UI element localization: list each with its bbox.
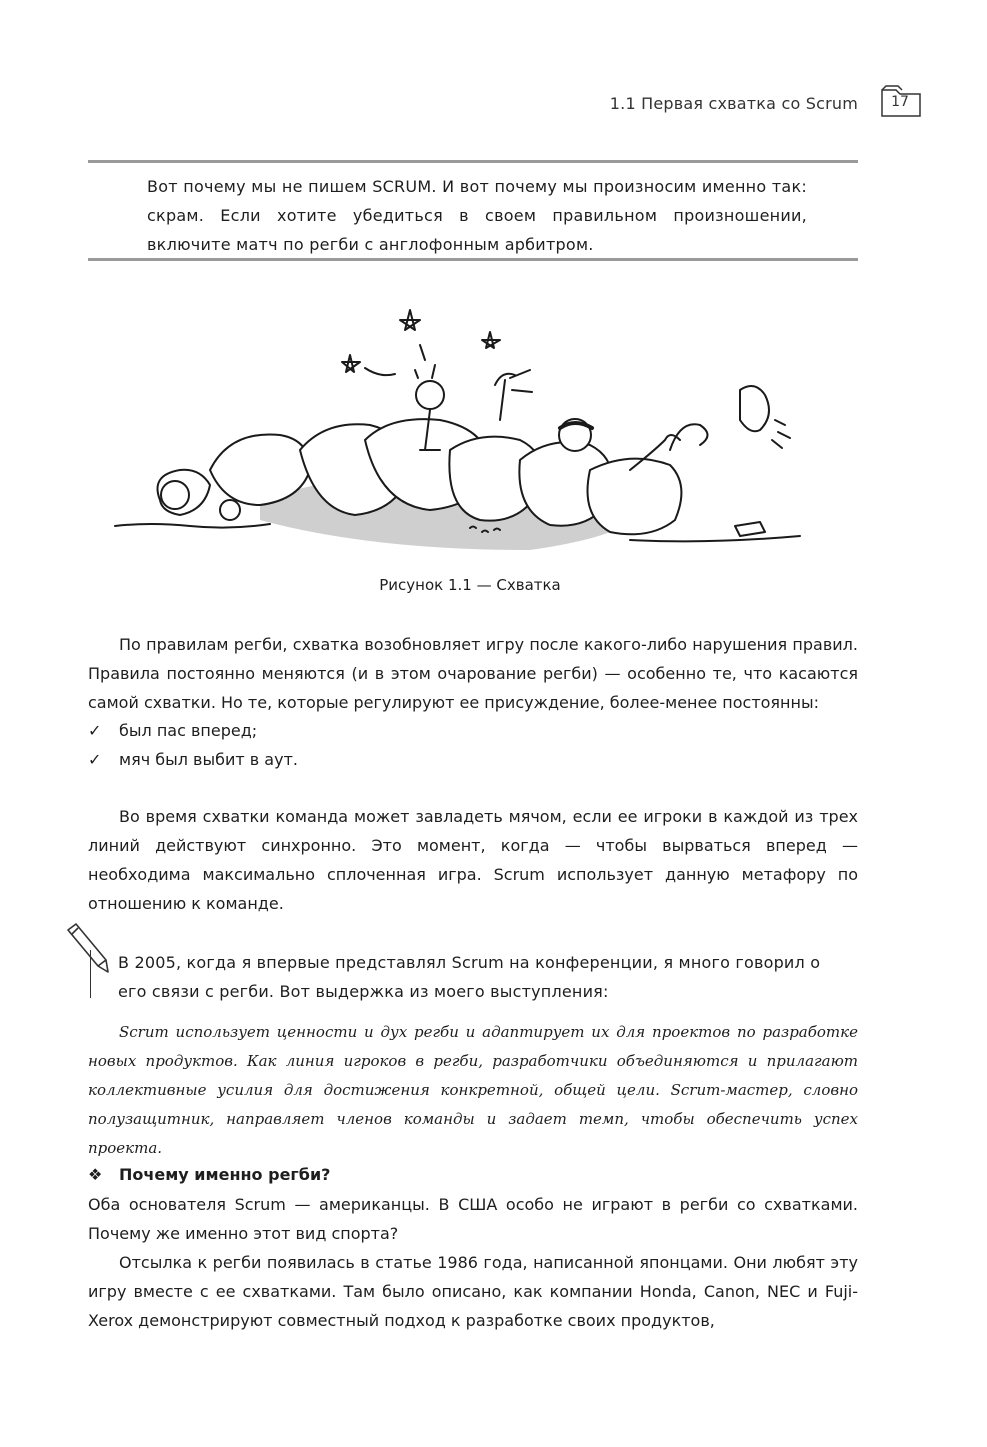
list-item	[88, 716, 257, 745]
quote-excerpt: Scrum использует ценности и дух регби и адаптирует их для проектов по разработке новых продуктов. Как линия игроков в регби, разработчики объединяются и прилагают коллективные усилия для достижения конкретной, общей цели. Scrum-мастер, словно полузащитник, направляет членов команды и задает темп, чтобы обеспечить успех проекта.	[88, 1023, 858, 1157]
rugby-scrum-illustration	[110, 300, 810, 562]
author-note: В 2005, когда я впервые представлял Scrum на конференции, я много говорил о его связи с регби. Вот выдержка из моего выступления:	[118, 953, 821, 1001]
section-heading-text: Почему именно регби?	[119, 1165, 331, 1184]
callout-top-rule	[88, 160, 858, 163]
checkmark-icon: ✓	[88, 750, 102, 769]
list-item-text: был пас вперед;	[119, 721, 258, 740]
figure-caption: Рисунок 1.1 — Схватка	[379, 576, 561, 594]
list-item-text: мяч был выбит в аут.	[119, 750, 298, 769]
list-item	[88, 745, 298, 774]
running-title: 1.1 Первая схватка со Scrum	[609, 94, 858, 113]
paragraph-1986-article: Отсылка к регби появилась в статье 1986 года, написанной японцами. Они любят эту игру вместе с ее схватками. Там было описано, как компании Honda, Canon, NEC и Fuji-Xerox демонстрируют совместный подход к разработке своих продуктов,	[88, 1253, 858, 1330]
paragraph-founders: Оба основателя Scrum — американцы. В США особо не играют в регби со схватками. Почему же именно этот вид спорта?	[88, 1195, 858, 1243]
checkmark-icon: ✓	[88, 721, 102, 740]
pencil-icon	[64, 922, 112, 1002]
paragraph-team-metaphor: Во время схватки команда может завладеть мячом, если ее игроки в каждой из трех линий действуют синхронно. Это момент, когда — чтобы вырваться вперед — необходима максимально сплоченная игра. Scrum использует данную метафору по отношению к команде.	[88, 807, 858, 913]
section-heading	[88, 1160, 330, 1189]
callout-text: Вот почему мы не пишем SCRUM. И вот почему мы произносим именно так: скрам. Если хотите убедиться в своем правильном произношении, включите матч по регби с англофонным арбитром.	[147, 177, 807, 254]
callout-bottom-rule	[88, 258, 858, 261]
diamond-bullet-icon: ❖	[88, 1165, 103, 1184]
paragraph-rules: По правилам регби, схватка возобновляет игру после какого-либо нарушения правил. Правила постоянно меняются (и в этом очарование регби) — особенно те, что касаются самой схватки. Но те, которые регулируют ее присуждение, более-менее постоянны:	[88, 635, 858, 712]
page-number: 17	[891, 94, 909, 110]
note-margin-bar	[90, 950, 91, 998]
